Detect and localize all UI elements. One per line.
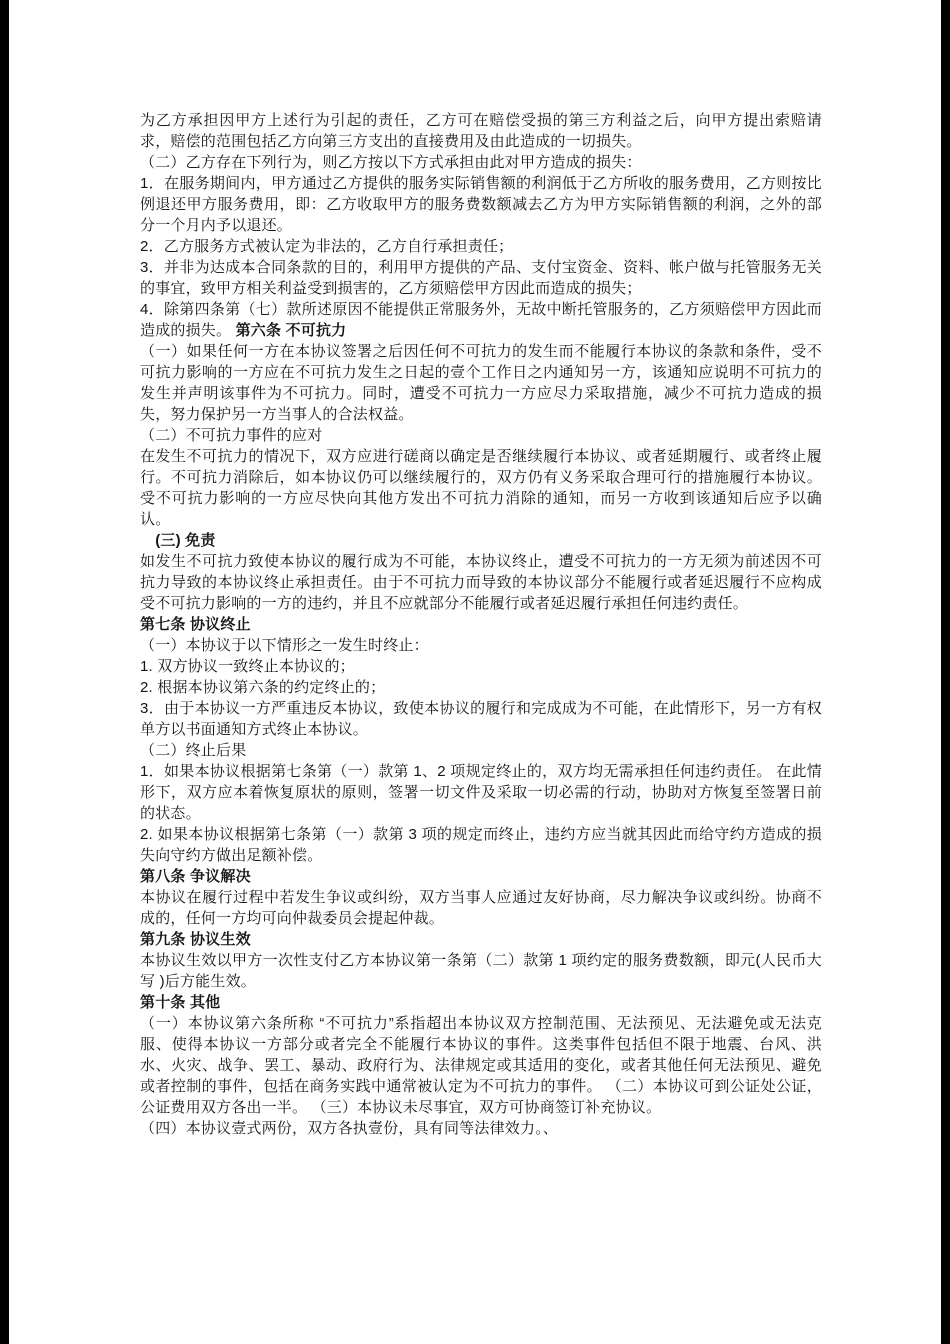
paragraph — [140, 530, 822, 551]
paragraph — [140, 614, 822, 635]
text-run: 4．除第四条第（七）款所述原因不能提供正常服务外，无故中断托管服务的，乙方须赔偿甲方因此而造成的损失。 — [140, 301, 822, 339]
paragraph — [140, 1013, 822, 1118]
paragraph — [140, 677, 822, 698]
text-run: 本协议生效以甲方一次性支付乙方本协议第一条第（二）款第 1 项约定的服务费数额，即元(人民币大写 )后方能生效。 — [140, 952, 822, 990]
text-run: 1．在服务期间内，甲方通过乙方提供的服务实际销售额的利润低于乙方所收的服务费用，乙方则按比例退还甲方服务费用，即：乙方收取甲方的服务费数额减去乙方为甲方实际销售额的利润，之外的部分一个月内予以退还。 — [140, 175, 822, 234]
text-run: （二）终止后果 — [140, 742, 247, 759]
text-run: （一）如果任何一方在本协议签署之后因任何不可抗力的发生而不能履行本协议的条款和条件，受不可抗力影响的一方应在不可抗力发生之日起的壹个工作日之内通知另一方，该通知应说明不可抗力的发生并声明该事件为不可抗力。同时，遭受不可抗力一方应尽力采取措施，减少不可抗力造成的损失，努力保护另一方当事人的合法权益。 — [140, 343, 822, 423]
text-run: （一）本协议于以下情形之一发生时终止： — [140, 637, 429, 654]
paragraph — [140, 656, 822, 677]
paragraph — [140, 824, 822, 866]
paragraph — [140, 551, 822, 614]
paragraph — [140, 635, 822, 656]
document-text — [140, 110, 822, 1139]
text-run: 1．如果本协议根据第七条第（一）款第 1、2 项规定终止的，双方均无需承担任何违约责任。 在此情形下，双方应本着恢复原状的原则，签署一切文件及采取一切必需的行动，协助对方恢复至签署日前的状态。 — [140, 763, 822, 822]
paragraph — [140, 299, 822, 341]
text-run: （二）不可抗力事件的应对 — [140, 427, 323, 444]
paragraph — [140, 446, 822, 530]
paragraph — [140, 341, 822, 425]
paragraph — [140, 929, 822, 950]
paragraph — [140, 866, 822, 887]
paragraph — [140, 740, 822, 761]
text-run: 3．由于本协议一方严重违反本协议，致使本协议的履行和完成成为不可能，在此情形下，另一方有权单方以书面通知方式终止本协议。 — [140, 700, 822, 738]
section-heading-run: 第八条 争议解决 — [140, 868, 251, 885]
paragraph — [140, 236, 822, 257]
paragraph — [140, 173, 822, 236]
text-run: 3．并非为达成本合同条款的目的，利用甲方提供的产品、支付宝资金、资料、帐户做与托管服务无关的事宜，致甲方相关利益受到损害的，乙方须赔偿甲方因此而造成的损失； — [140, 259, 822, 297]
paragraph — [140, 887, 822, 929]
text-run: 1. 双方协议一致终止本协议的； — [140, 658, 355, 675]
text-run: 本协议在履行过程中若发生争议或纠纷，双方当事人应通过友好协商，尽力解决争议或纠纷。协商不成的，任何一方均可向仲裁委员会提起仲裁。 — [140, 889, 822, 927]
section-heading-run: (三) 免责 — [140, 532, 216, 549]
text-run: （四）本协议壹式两份，双方各执壹份，具有同等法律效力。、 — [140, 1120, 559, 1137]
paragraph — [140, 152, 822, 173]
text-run: 2．乙方服务方式被认定为非法的，乙方自行承担责任； — [140, 238, 514, 255]
text-run: 2. 根据本协议第六条的约定终止的； — [140, 679, 386, 696]
paragraph — [140, 992, 822, 1013]
paragraph — [140, 950, 822, 992]
paragraph — [140, 257, 822, 299]
paragraph — [140, 761, 822, 824]
text-run: 为乙方承担因甲方上述行为引起的责任，乙方可在赔偿受损的第三方利益之后，向甲方提出索赔请求，赔偿的范围包括乙方向第三方支出的直接费用及由此造成的一切损失。 — [140, 112, 822, 150]
section-heading-run: 第六条 不可抗力 — [235, 322, 347, 339]
section-heading-run: 第七条 协议终止 — [140, 616, 251, 633]
paragraph — [140, 110, 822, 152]
paragraph — [140, 698, 822, 740]
text-run: 在发生不可抗力的情况下，双方应进行磋商以确定是否继续履行本协议、或者延期履行、或者终止履行。不可抗力消除后，如本协议仍可以继续履行的，双方仍有义务采取合理可行的措施履行本协议。受不可抗力影响的一方应尽快向其他方发出不可抗力消除的通知，而另一方收到该通知后应予以确认。 — [140, 448, 822, 528]
section-heading-run: 第十条 其他 — [140, 994, 221, 1011]
section-heading-run: 第九条 协议生效 — [140, 931, 251, 948]
text-run: （一）本协议第六条所称 “不可抗力”系指超出本协议双方控制范围、无法预见、无法避免或无法克服、使得本协议一方部分或者完全不能履行本协议的事件。这类事件包括但不限于地震、台风、洪水、火灾、战争、罢工、暴动、政府行为、法律规定或其适用的变化，或者其他任何无法预见、避免或者控制的事件，包括在商务实践中通常被认定为不可抗力的事件。 （二）本协议可到公证处公证，公证费用双方各出一半。 （三）本协议未尽事宜，双方可协商签订补充协议。 — [140, 1015, 822, 1116]
document-page — [9, 0, 941, 1344]
paragraph — [140, 1118, 822, 1139]
paragraph — [140, 425, 822, 446]
text-run: 2. 如果本协议根据第七条第（一）款第 3 项的规定而终止，违约方应当就其因此而给守约方造成的损失向守约方做出足额补偿。 — [140, 826, 822, 864]
text-run: （二）乙方存在下列行为，则乙方按以下方式承担由此对甲方造成的损失： — [140, 154, 642, 171]
text-run: 如发生不可抗力致使本协议的履行成为不可能，本协议终止，遭受不可抗力的一方无须为前述因不可抗力导致的本协议终止承担责任。由于不可抗力而导致的本协议部分不能履行或者延迟履行不应构成受不可抗力影响的一方的违约，并且不应就部分不能履行或者延迟履行承担任何违约责任。 — [140, 553, 822, 612]
